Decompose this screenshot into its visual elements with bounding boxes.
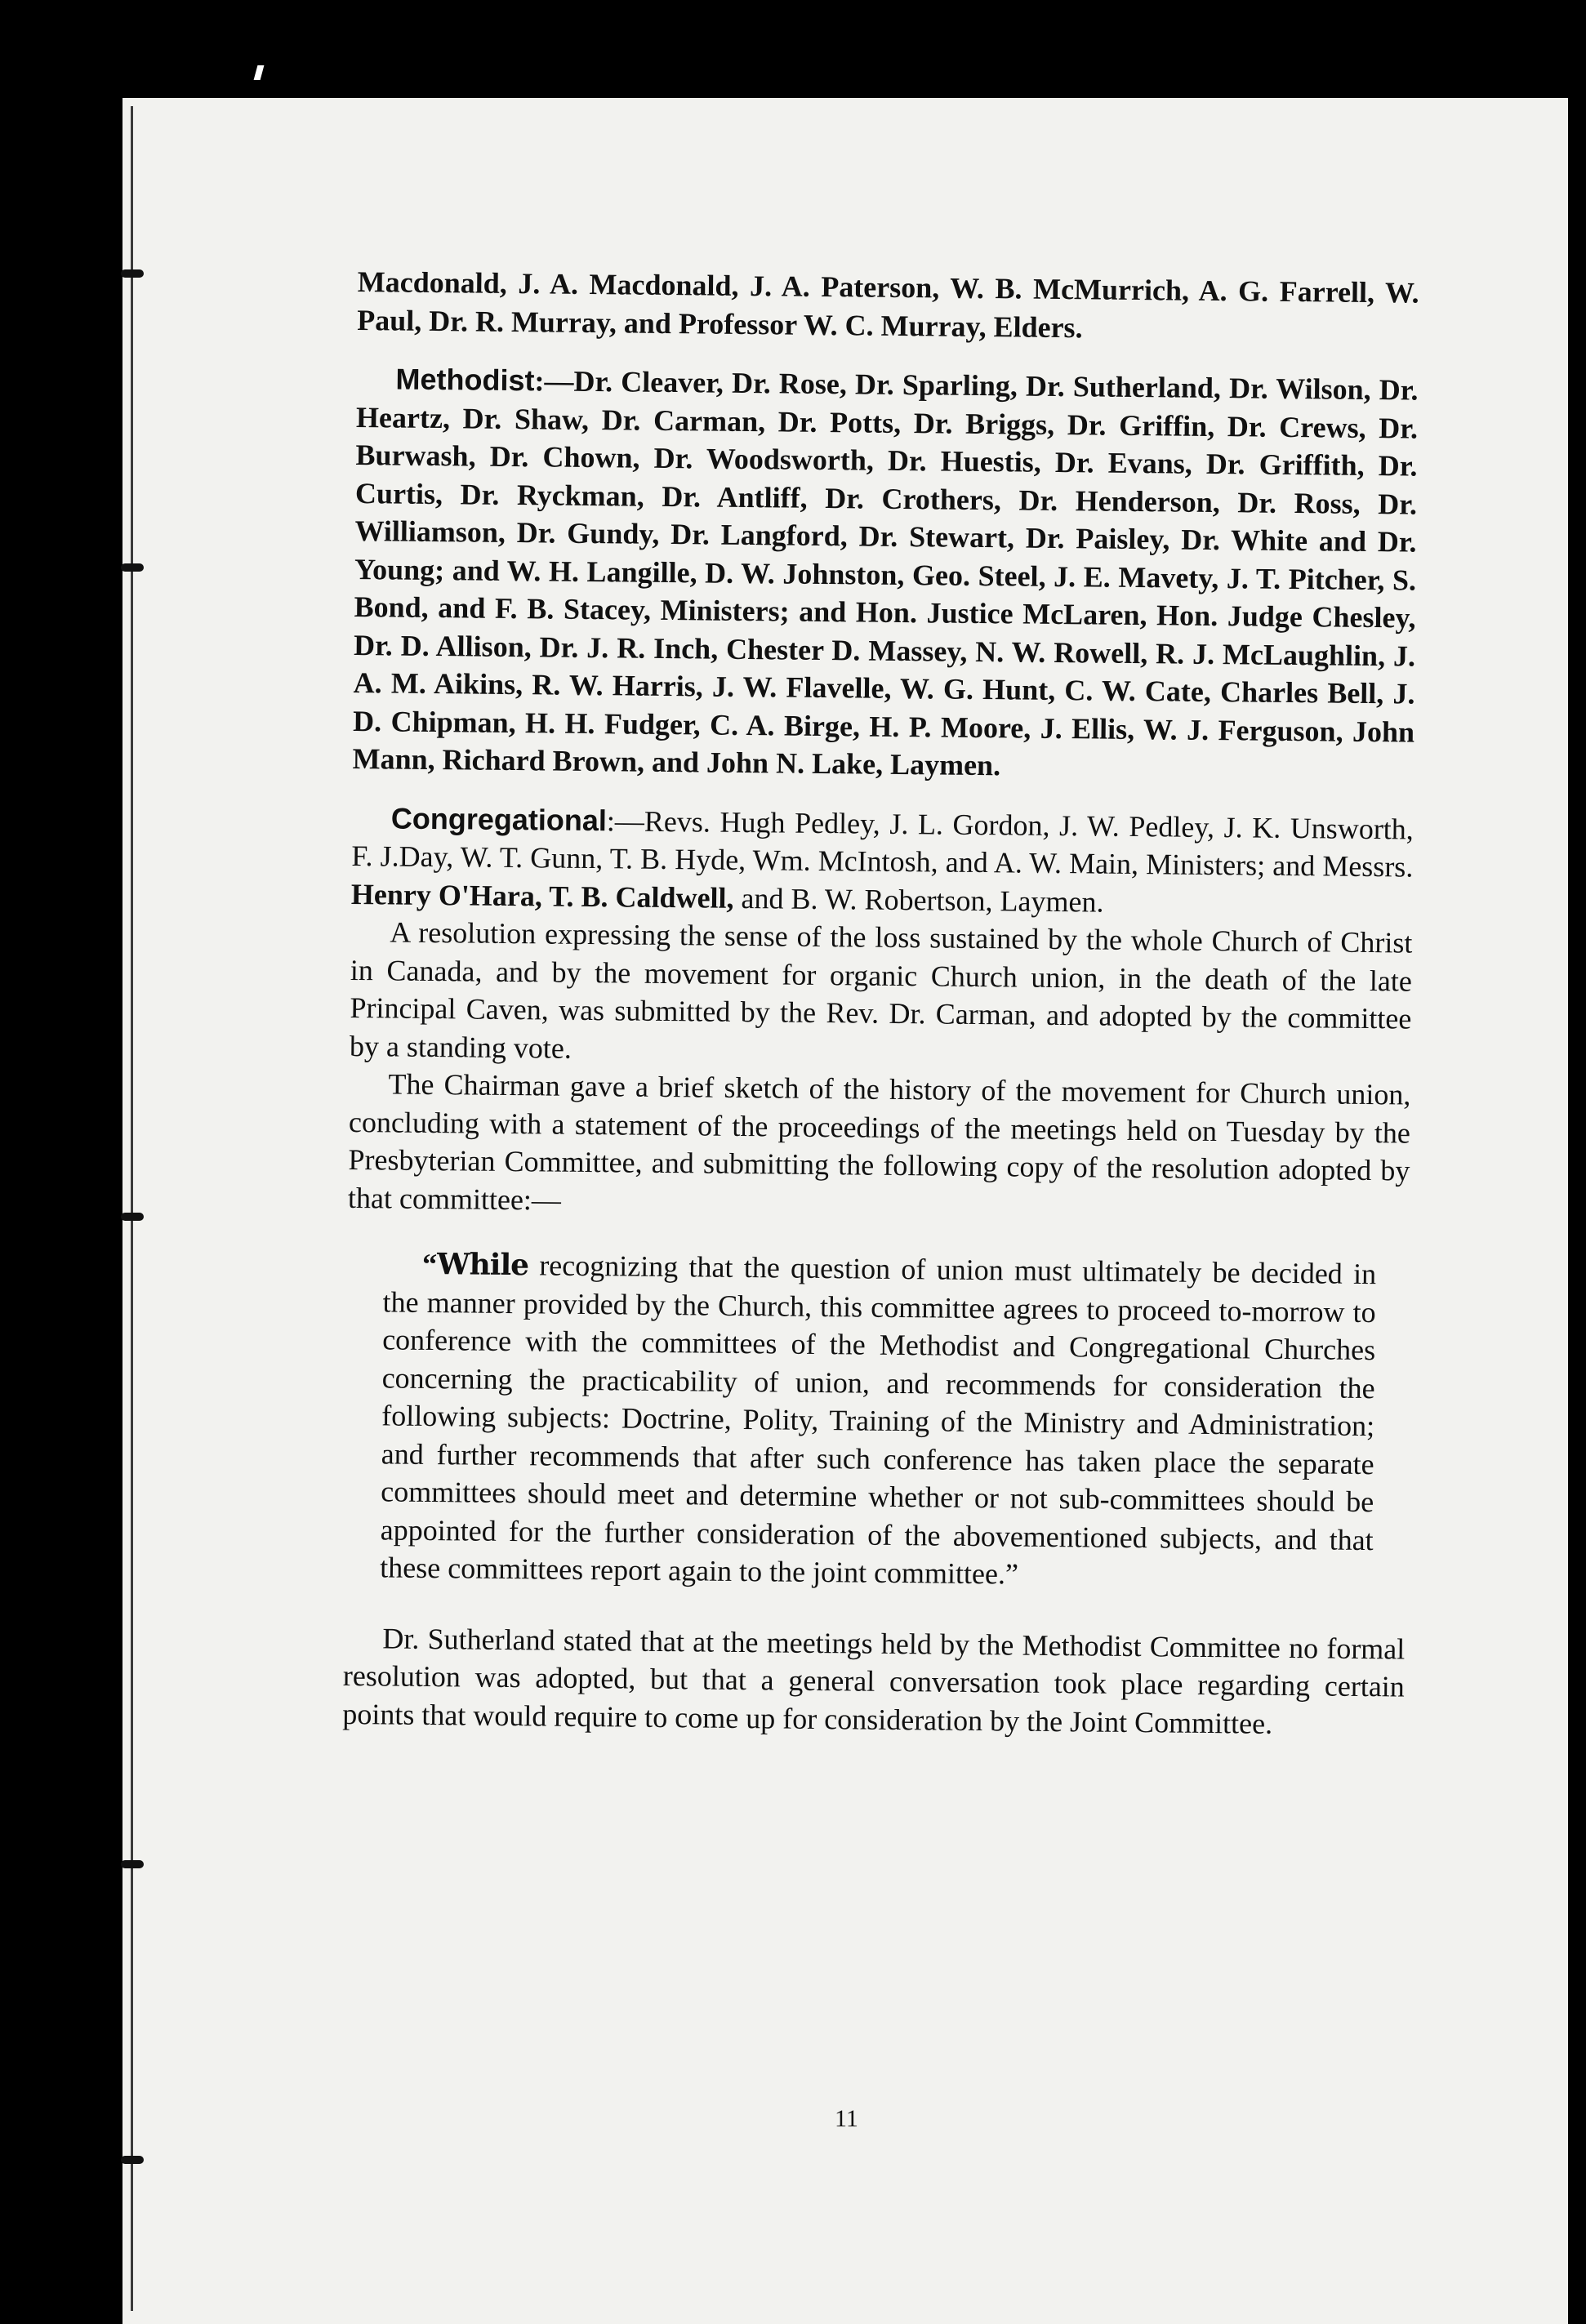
scan-corner-mark <box>254 65 265 80</box>
quote-open-mark: “ <box>421 1247 438 1281</box>
elders-continuation: Macdonald, J. A. Macdonald, J. A. Paterson, W. B. McMurrich, A. G. Farrell, W. Paul, Dr. R. Murray, and Professor W. C. Murray, Elders. <box>357 265 1419 344</box>
sutherland-paragraph: Dr. Sutherland stated that at the meetings held by the Methodist Committee no formal resolution was adopted, but that a general conversation took place regarding certain points that would require to come up for consideration by the Joint Committee. <box>342 1621 1406 1740</box>
congregational-members-part1: Revs. Hugh Pedley, J. L. Gordon, J. W. Pedley, J. K. Unsworth, F. J.Day, W. T. Gunn, T. B. Hyde, Wm. McIntosh, and A. W. Main, Ministers; and Messrs. <box>351 804 1414 884</box>
congregational-separator: :— <box>606 804 645 838</box>
methodist-heading: Methodist <box>395 362 535 398</box>
quoted-resolution <box>380 1244 1376 1596</box>
binding-spine <box>131 106 133 2311</box>
congregational-members-part2: and B. W. Robertson, Laymen. <box>733 881 1104 919</box>
methodist-paragraph <box>352 360 1418 789</box>
congregational-paragraph <box>351 799 1414 924</box>
page-text <box>342 263 1419 1744</box>
page-number: 11 <box>835 2105 858 2132</box>
binding-stitch-mark <box>121 269 144 278</box>
methodist-separator: :— <box>534 364 574 398</box>
quote-first-word: While <box>436 1247 529 1283</box>
chairman-paragraph: The Chairman gave a brief sketch of the history of the movement for Church union, concluding with a statement of the proceedings of the meetings held on Tuesday by the Presbyterian Committee, and submitting the following copy of the resolution adopted by that committee:— <box>347 1067 1411 1217</box>
binding-stitch-mark <box>121 2156 144 2164</box>
quote-text: recognizing that the question of union must ultimately be decided in the manner provided by the Church, this committee agrees to proceed to-morrow to conference with the committees of the Methodist and Congregational Churches concerning the practicability of union, and recommends for consideration the following subjects: Doctrine, Polity, Training of the Ministry and Administration; and further recommends that after such conference has taken place the separate committees should meet and determine whether or not sub-committees should be appointed for the further consideration of the abovementioned subjects, and that these committees report again to the joint committee.” <box>380 1249 1377 1591</box>
methodist-members: Dr. Cleaver, Dr. Rose, Dr. Sparling, Dr. Sutherland, Dr. Wilson, Dr. Heartz, Dr. Shaw, Dr. Carman, Dr. Potts, Dr. Briggs, Dr. Griffin, Dr. Crews, Dr. Burwash, Dr. Chown, Dr. Woodsworth, Dr. Huestis, Dr. Evans, Dr. Griffith, Dr. Curtis, Dr. Ryckman, Dr. Antliff, Dr. Crothers, Dr. Henderson, Dr. Ross, Dr. Williamson, Dr. Gundy, Dr. Langford, Dr. Stewart, Dr. Paisley, Dr. White and Dr. Young; and W. H. Langille, D. W. Johnston, Geo. Steel, J. E. Mavety, J. T. Pitcher, S. Bond, and F. B. Stacey, Ministers; and Hon. Justice McLaren, Hon. Judge Chesley, Dr. D. Allison, Dr. J. R. Inch, Chester D. Massey, N. W. Rowell, R. J. McLaughlin, J. A. M. Aikins, R. W. Harris, J. W. Flavelle, W. G. Hunt, C. W. Cate, Charles Bell, J. D. Chipman, H. H. Fudger, C. A. Birge, H. P. Moore, J. Ellis, W. J. Ferguson, John Mann, Richard Brown, and John N. Lake, Laymen. <box>352 364 1419 782</box>
binding-stitch-mark <box>121 1213 144 1221</box>
congregational-heading: Congregational <box>390 800 608 837</box>
congregational-members-bold: Henry O'Hara, T. B. Caldwell, <box>350 877 734 915</box>
resolution-paragraph: A resolution expressing the sense of the loss sustained by the whole Church of Christ in Canada, and by the movement for organic Church union, in the death of the late Principal Caven, was submitted by the Rev. Dr. Carman, and adopted by the committee by a standing vote. <box>349 915 1413 1065</box>
binding-stitch-mark <box>121 563 144 572</box>
binding-stitch-mark <box>121 1860 144 1868</box>
